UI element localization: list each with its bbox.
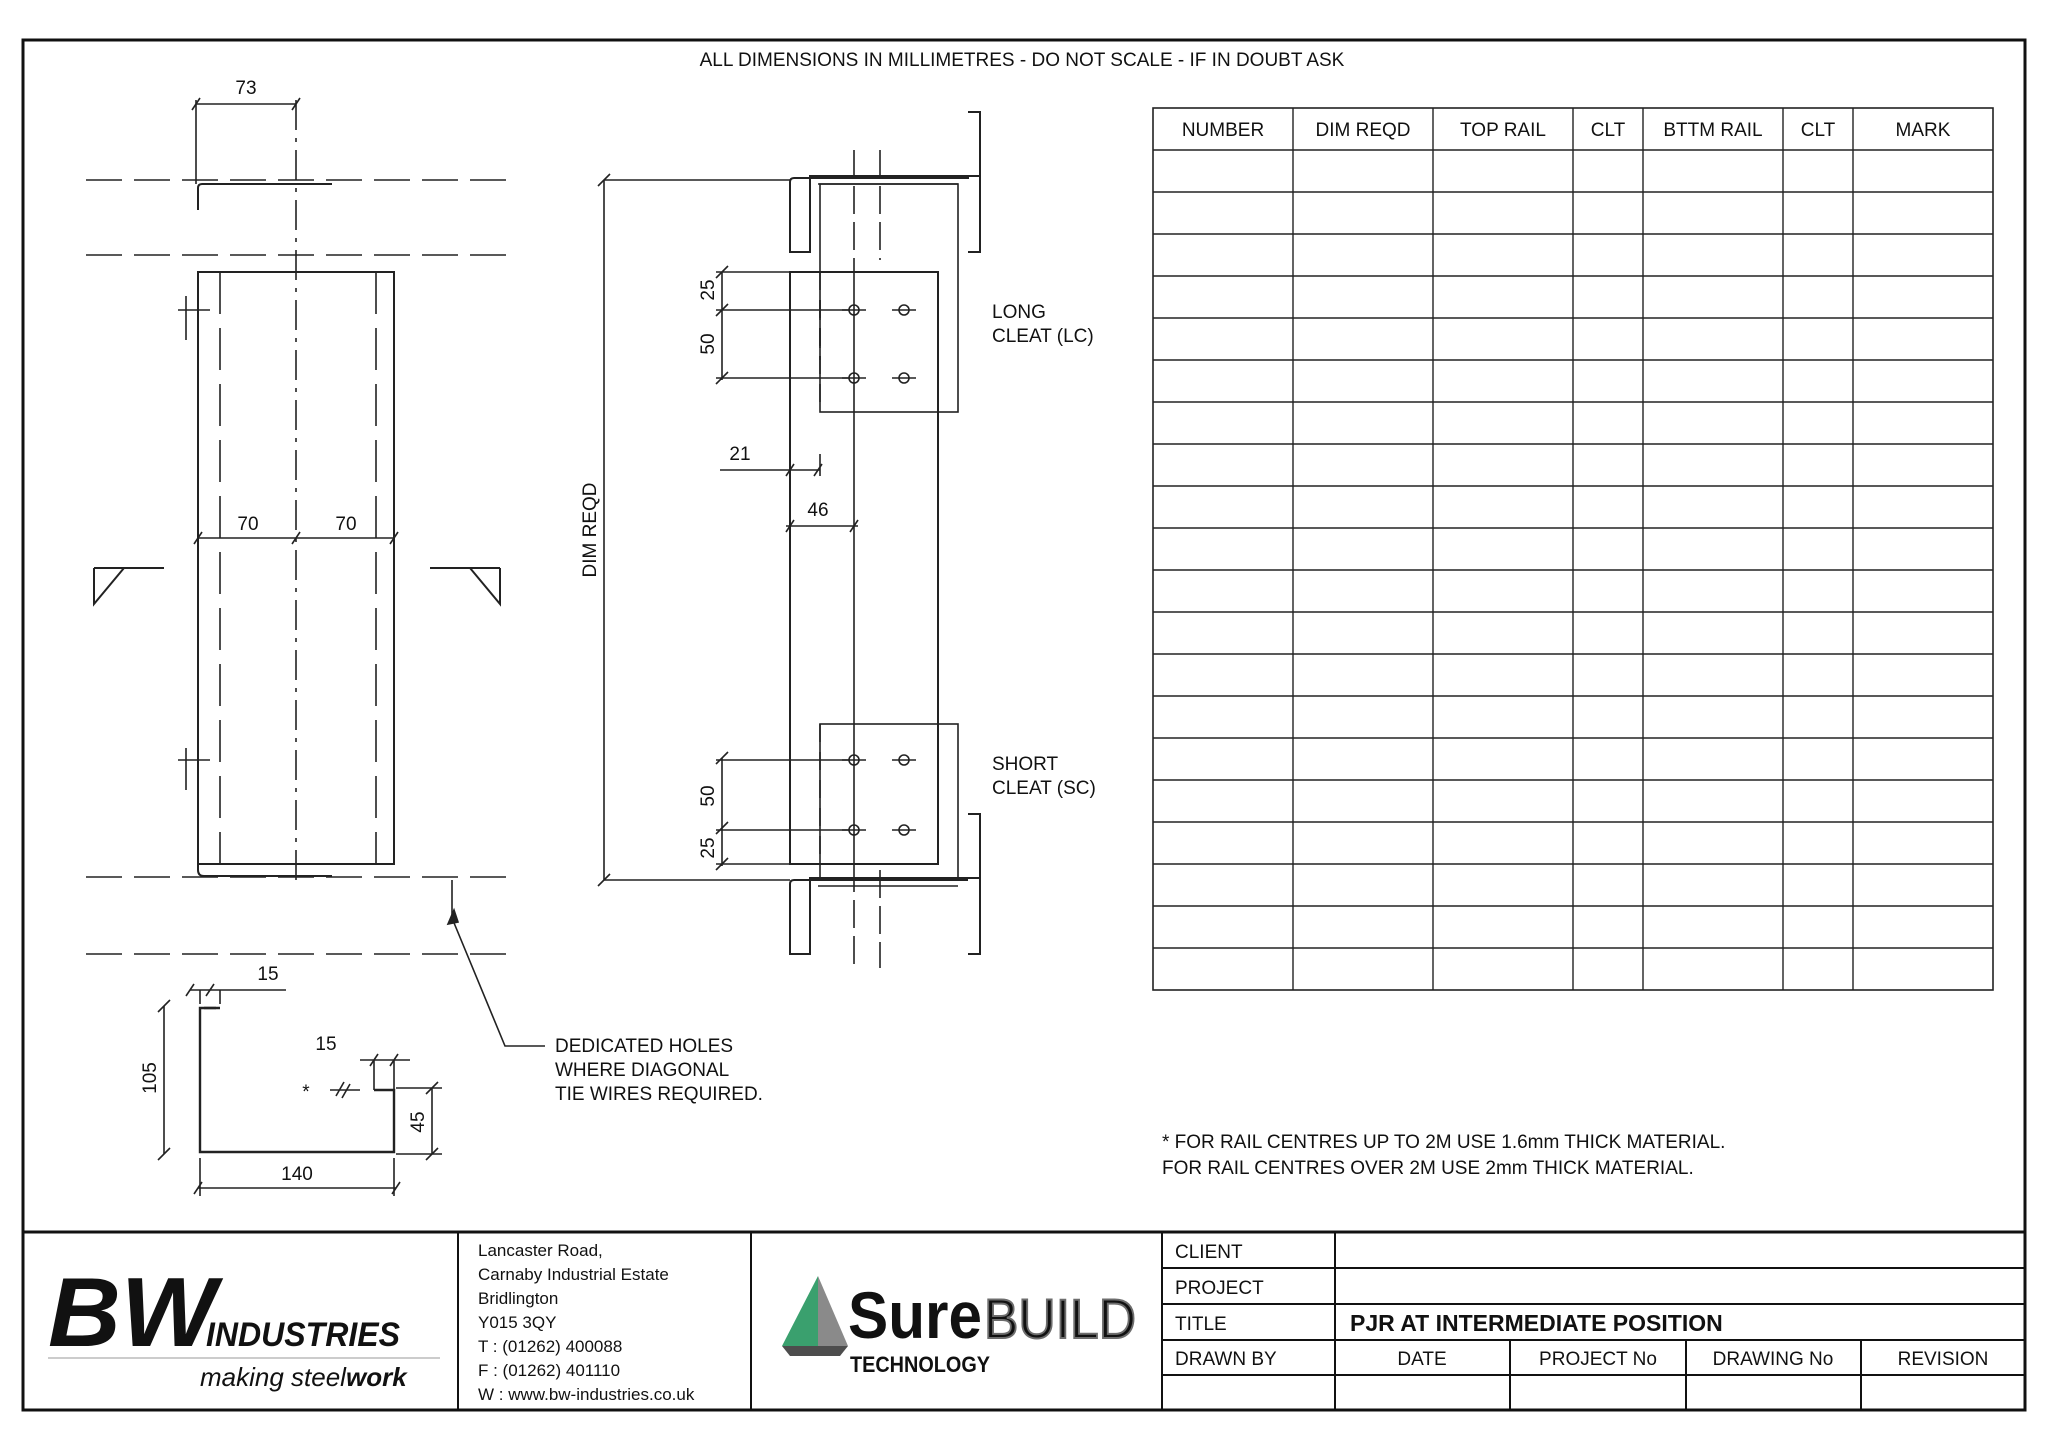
schedule-header-top-rail: TOP RAIL	[1460, 120, 1546, 141]
schedule-header-dim-reqd: DIM REQD	[1315, 120, 1411, 141]
address-line-3: Bridlington	[478, 1289, 559, 1308]
bw-tagline-b: work	[345, 1362, 407, 1392]
bw-tagline-a: making steel	[200, 1362, 346, 1392]
holes-note	[555, 1036, 763, 1105]
title-label: TITLE	[1175, 1314, 1227, 1335]
address-line-4: Y015 3QY	[478, 1313, 557, 1332]
material-note-line-2: FOR RAIL CENTRES OVER 2M USE 2mm THICK MATERIAL.	[1162, 1158, 1694, 1179]
address-line-1: Lancaster Road,	[478, 1241, 603, 1260]
schedule-header-number: NUMBER	[1181, 120, 1265, 141]
company-address	[478, 1241, 695, 1404]
schedule-header-clt: CLT	[1800, 120, 1836, 141]
address-fax: F : (01262) 401110	[478, 1361, 621, 1380]
bw-industries-logo	[48, 1257, 440, 1392]
dim-73: 73	[235, 78, 257, 99]
revision-label: REVISION	[1897, 1349, 1989, 1370]
holes-note-line-2: WHERE DIAGONAL	[555, 1060, 730, 1081]
front-elevation	[86, 98, 545, 1046]
dim-50-bottom: 50	[698, 785, 719, 807]
short-cleat-label-2: CLEAT (SC)	[992, 778, 1096, 799]
holes-note-line-1: DEDICATED HOLES	[555, 1036, 734, 1057]
svg-text:making steelwork	[200, 1362, 408, 1392]
surebuild-logo	[782, 1276, 1136, 1377]
dim-25-bottom: 25	[698, 837, 719, 859]
dim-45: 45	[408, 1111, 429, 1133]
dim-25-top: 25	[698, 279, 719, 301]
address-web: W : www.bw-industries.co.uk	[478, 1385, 695, 1404]
long-cleat-label-1: LONG	[992, 302, 1046, 323]
client-label: CLIENT	[1175, 1242, 1243, 1263]
bw-logo-industries: INDUSTRIES	[206, 1316, 401, 1354]
dim-50-top: 50	[698, 333, 719, 355]
surebuild-build: BUILD	[984, 1287, 1136, 1350]
title-value: PJR AT INTERMEDIATE POSITION	[1350, 1310, 1723, 1336]
schedule-table	[1153, 108, 1993, 990]
dim-70-right: 70	[335, 514, 357, 535]
date-label: DATE	[1397, 1349, 1447, 1370]
dim-46: 46	[807, 500, 829, 521]
short-cleat-label-1: SHORT	[992, 754, 1059, 775]
drawing-no-label: DRAWING No	[1712, 1349, 1834, 1370]
surebuild-technology: TECHNOLOGY	[850, 1352, 991, 1377]
drawing-frame	[23, 40, 2025, 1410]
dim-reqd-label: DIM REQD	[580, 482, 601, 578]
address-line-2: Carnaby Industrial Estate	[478, 1265, 669, 1284]
dim-105: 105	[140, 1062, 161, 1094]
surebuild-sure: Sure	[848, 1278, 982, 1352]
dim-70-left: 70	[237, 514, 259, 535]
drawn-by-label: DRAWN BY	[1175, 1349, 1277, 1370]
dim-21: 21	[729, 444, 751, 465]
holes-note-line-3: TIE WIRES REQUIRED.	[555, 1084, 763, 1105]
schedule-header-mark: MARK	[1895, 120, 1951, 141]
surebuild-mark-icon	[782, 1276, 818, 1346]
bw-logo-letters: BW	[48, 1257, 224, 1367]
dim-15-top: 15	[257, 964, 279, 985]
material-note-line-1: * FOR RAIL CENTRES UP TO 2M USE 1.6mm THICK MATERIAL.	[1162, 1132, 1726, 1153]
address-phone: T : (01262) 400088	[478, 1337, 623, 1356]
dim-140: 140	[281, 1164, 313, 1185]
long-cleat-label-2: CLEAT (LC)	[992, 326, 1094, 347]
schedule-header-bttm-rail: BTTM RAIL	[1663, 120, 1763, 141]
dim-15-lip: 15	[315, 1034, 337, 1055]
schedule-header-clt: CLT	[1590, 120, 1626, 141]
side-elevation	[598, 112, 980, 968]
header-note: ALL DIMENSIONS IN MILLIMETRES - DO NOT SCALE - IF IN DOUBT ASK	[699, 50, 1345, 71]
material-star: *	[302, 1082, 310, 1103]
project-label: PROJECT	[1175, 1278, 1264, 1299]
project-no-label: PROJECT No	[1539, 1349, 1657, 1370]
